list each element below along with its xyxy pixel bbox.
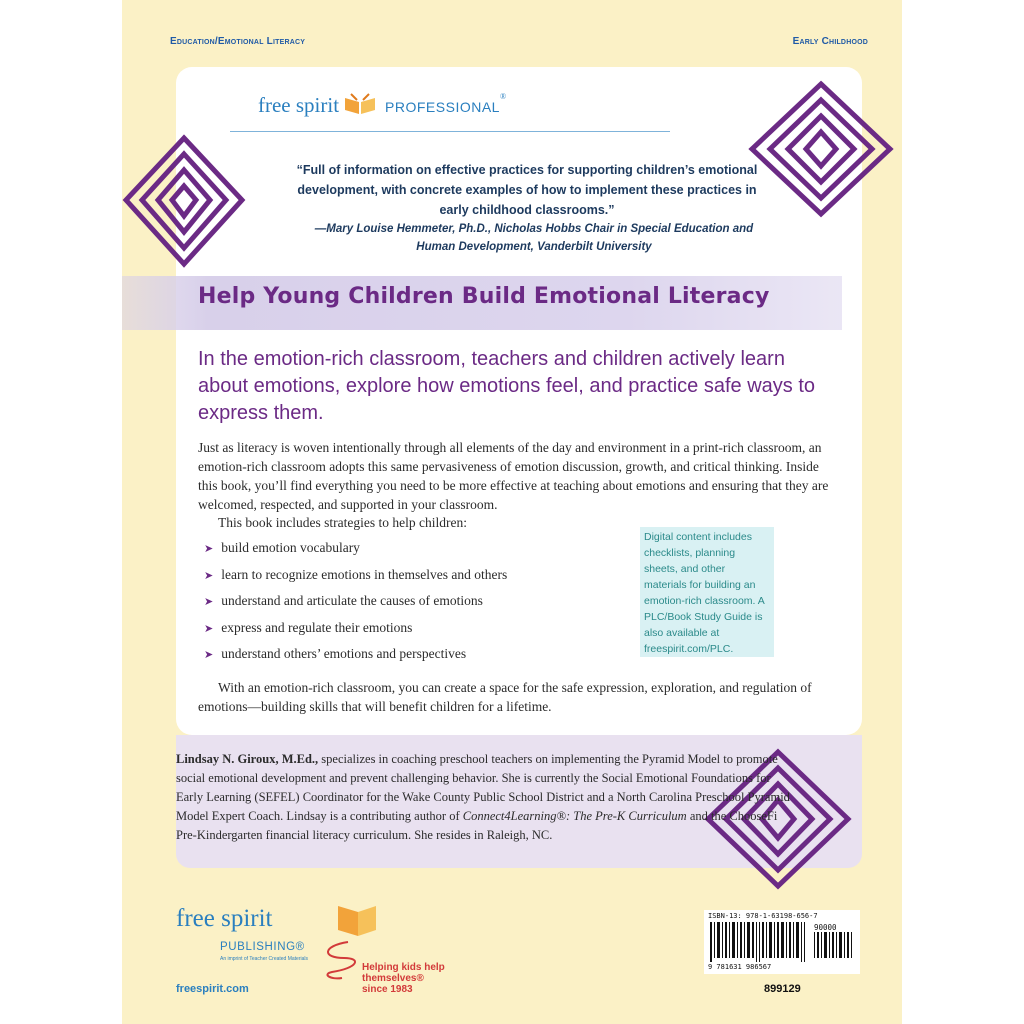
brand-divider [230, 131, 670, 132]
publisher-logo [176, 905, 309, 962]
diamond-ornament-icon [120, 132, 248, 270]
book-title: Connect4Learning®: The Pre-K Curriculum [462, 809, 687, 823]
publisher-tagline: Helping kids help themselves® since 1983 [362, 962, 445, 995]
book-headline: Help Young Children Build Emotional Literacy [198, 284, 770, 309]
list-item: ➤ understand and articulate the causes of emotions [204, 593, 483, 608]
list-item: ➤ express and regulate their emotions [204, 619, 413, 635]
brand-top [258, 92, 538, 118]
digital-content-note: Digital content includes checklists, planning sheets, and other materials for building an emotion-rich classroom. A PLC/Book Study Guide is also available at freespirit.com/PLC. [640, 527, 774, 657]
diamond-ornament-icon [746, 78, 896, 220]
author-bio: Lindsay N. Giroux, M.Ed., specializes in coaching preschool teachers on implementing the Pyramid Model to promote social emotional development and prevent challenging behavior. She is currently the Social Emotional Foundations for Early Learning (SEFEL) Coordinator for the Wake County Public School District and a North Carolina Preschool Pyramid Model Expert Coach. Lindsay is a contributing author of Connect4Learning®: The Pre-K Curriculum and the ChooseFi Pre-Kindergarten financial literacy curriculum. She resides in Raleigh, NC. [176, 752, 790, 842]
list-item: ➤ understand others’ emotions and perspectives [204, 646, 467, 661]
endorsement-quote: “Full of information on effective practices for supporting children’s emotional development, with concrete examples of how to implement these practices in early childhood classrooms.” [296, 163, 758, 217]
item-code: 899129 [764, 983, 801, 995]
strategies-list [204, 540, 507, 673]
brand-name: free spirit [258, 93, 340, 117]
author-name: Lindsay N. Giroux, M.Ed., [176, 752, 319, 766]
lead-paragraph: In the emotion-rich classroom, teachers and children actively learn about emotions, explore how emotions feel, and practice safe ways to express them. [198, 348, 816, 424]
publisher-website[interactable]: freespirit.com [176, 983, 249, 995]
strategies-intro: This book includes strategies to help children: [218, 515, 467, 530]
barcode-icon [708, 922, 856, 962]
isbn-text: ISBN-13: 978-1-63198-656-7 [708, 912, 818, 920]
chevron-right-icon: ➤ [204, 622, 214, 635]
publisher-name: free spirit [176, 905, 273, 932]
ean-digits: 9 781631 986567 [708, 963, 772, 971]
chevron-right-icon: ➤ [204, 543, 214, 555]
list-item: ➤ learn to recognize emotions in themselves and others [204, 566, 508, 582]
chevron-right-icon: ➤ [204, 649, 214, 661]
publisher-imprint: An imprint of Teacher Created Materials [220, 956, 309, 962]
chevron-right-icon: ➤ [204, 596, 214, 608]
endorsement-attribution: —Mary Louise Hemmeter, Ph.D., Nicholas Hobbs Chair in Special Education and Human Development, Vanderbilt University [314, 223, 754, 253]
category-right: Early Childhood [792, 36, 868, 47]
price-code: 90000 [814, 923, 837, 932]
brand-imprint: PROFESSIONAL [385, 99, 500, 115]
category-left: Education/Emotional Literacy [170, 36, 306, 47]
chevron-right-icon: ➤ [204, 569, 214, 582]
publisher-division: PUBLISHING® [220, 941, 305, 953]
closing-paragraph: With an emotion-rich classroom, you can create a space for the safe expression, exploration, and regulation of emotions—building skills that will benefit children for a lifetime. [198, 680, 812, 714]
open-book-icon [343, 92, 377, 116]
body-paragraph: Just as literacy is woven intentionally through all elements of the day and environment in a print-rich classroom, an emotion-rich classroom adopts this same pervasiveness of emotion discussion, growth, and critical thinking. Inside this book, you’ll find everything you need to be more effective at teaching about emotions and ensuring that they are welcomed, respected, and supported in your classroom. [198, 440, 829, 512]
list-item: ➤ build emotion vocabulary [204, 540, 360, 555]
brand-reg: ® [499, 92, 507, 101]
